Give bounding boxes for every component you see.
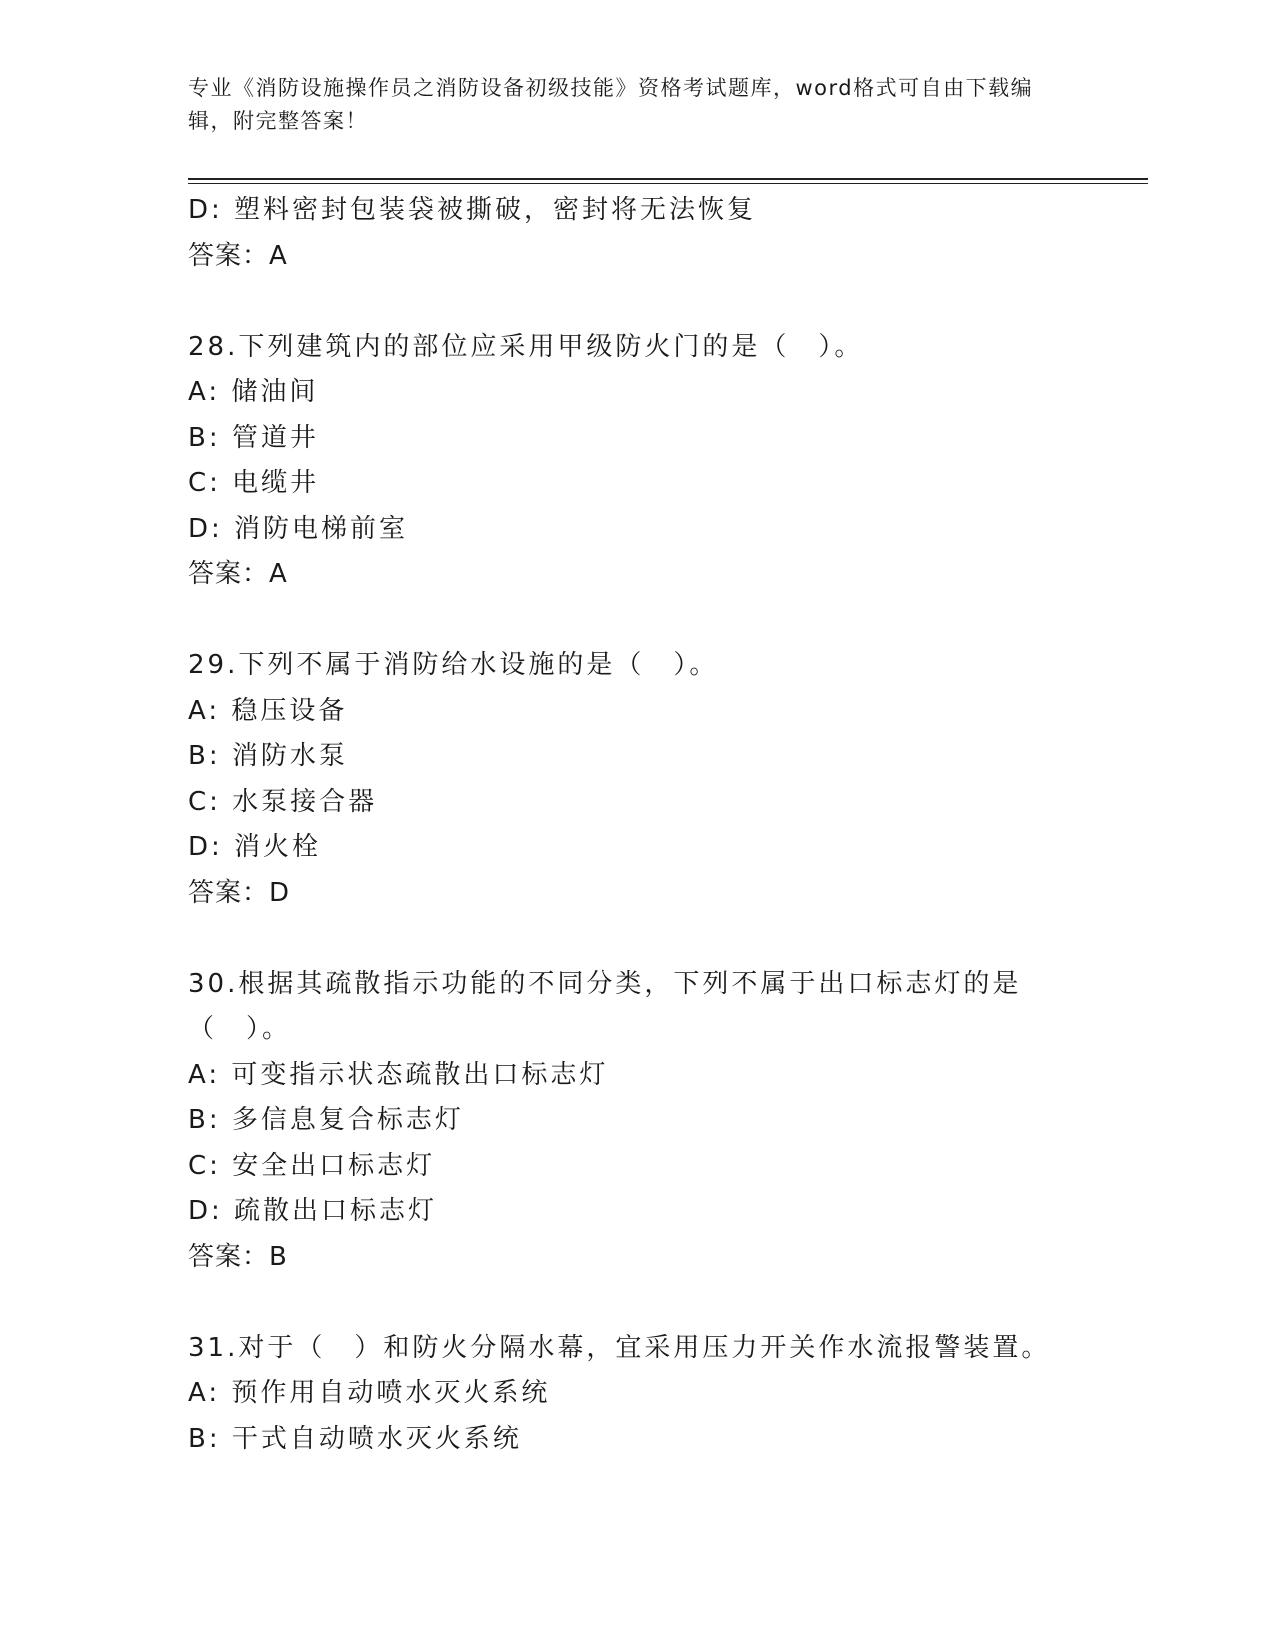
option-a: A: 稳压设备	[188, 695, 348, 726]
option-a: A: 预作用自动喷水灭火系统	[188, 1378, 551, 1408]
answer: 答案：B	[188, 1241, 288, 1272]
option-d: D: 塑料密封包装袋被撕破，密封将无法恢复	[188, 195, 757, 225]
spacer	[188, 916, 1088, 962]
spacer	[188, 598, 1088, 644]
option-b: B: 干式自动喷水灭火系统	[188, 1423, 522, 1454]
document-header: 专业《消防设施操作员之消防设备初级技能》资格考试题库，word格式可自由下载编辑，附完整答案！	[188, 76, 1034, 133]
answer: 答案：D	[188, 877, 291, 908]
question-list	[188, 188, 1088, 1462]
option-c: C: 水泵接合器	[188, 786, 378, 817]
answer: 答案：A	[188, 559, 288, 589]
option-d: D: 消防电梯前室	[188, 513, 409, 544]
question-stem-30: 30.根据其疏散指示功能的不同分类，下列不属于出口标志灯的是（ ）。	[188, 968, 1022, 1044]
header-divider-thin	[188, 183, 1148, 184]
option-a: A: 储油间	[188, 377, 319, 407]
question-stem-31: 31.对于（ ）和防火分隔水幕，宜采用压力开关作水流报警装置。	[188, 1332, 1051, 1363]
question-stem-28: 28.下列建筑内的部位应采用甲级防火门的是（ ）。	[188, 331, 864, 362]
option-c: C: 电缆井	[188, 468, 320, 498]
option-d: D: 疏散出口标志灯	[188, 1196, 438, 1226]
answer: 答案：A	[188, 240, 288, 271]
option-b: B: 消防水泵	[188, 741, 348, 771]
spacer	[188, 1280, 1088, 1326]
option-c: C: 安全出口标志灯	[188, 1150, 436, 1181]
option-d: D: 消火栓	[188, 832, 322, 862]
option-a: A: 可变指示状态疏散出口标志灯	[188, 1059, 609, 1090]
spacer	[188, 279, 1088, 325]
option-b: B: 管道井	[188, 422, 319, 453]
question-stem-29: 29.下列不属于消防给水设施的是（ ）。	[188, 650, 719, 680]
option-b: B: 多信息复合标志灯	[188, 1105, 464, 1135]
header-divider-thick	[188, 178, 1148, 180]
